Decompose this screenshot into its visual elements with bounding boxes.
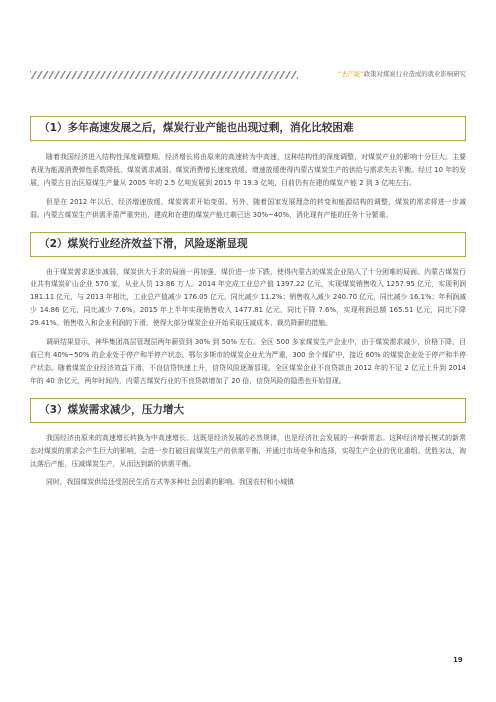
section-heading-3: （3）煤炭需求减少，压力增大 bbox=[30, 398, 466, 423]
page-content bbox=[30, 116, 466, 489]
running-title-accent: “去产能” bbox=[337, 70, 364, 78]
section-heading-2: （2）煤炭行业经济效益下滑，风险逐渐显现 bbox=[30, 232, 466, 257]
paragraph: 调研结果显示，神华集团高层管理层两年薪资到 30% 到 50% 左右。全区 500 多家煤炭生产企业中，由于煤炭需求减少，价格下降，目前已有 40%~50% 的企业处于停产和半停产状态。鄂尔多斯市的煤炭企业尤为严重，300 余个煤矿中，接近 60% 的煤炭企业处于停产和半停产状态。随着煤炭企业经济效益下滑，不良信贷快速上升，信贷风险逐渐显现。全区煤炭企业不良贷款由 2012 年的不足 2 亿元上升到 2014 年的 40 余亿元，两年时间内，内蒙古煤炭行业的不良贷款增加了 20 倍，信贷风险的隐患也开始显现。 bbox=[30, 338, 466, 385]
running-title-text: 政策对煤炭行业造成的就业影响研究 bbox=[363, 70, 466, 78]
paragraph: 同时，我国煤炭供给还受居民生活方式等多种社会因素的影响。我国农村和小城镇 bbox=[46, 478, 295, 487]
section-heading-1: （1）多年高速发展之后，煤炭行业产能也出现过剩，消化比较困难 bbox=[30, 116, 466, 141]
page-number: 19 bbox=[453, 656, 463, 664]
paragraph: 由于煤炭需求逐步减弱，煤炭供大于求的局面一再加强，煤价进一步下跌，使得内蒙古的煤炭企业陷入了十分困难的局面。内蒙古煤炭行业共有煤炭矿山企业 570 家，从业人员 13.86 万人。2014 年完成工业总产值 1397.22 亿元，实现煤炭销售收入 1257.95 亿元，实现利润 181.11 亿元，与 2013 年相比，工业总产值减少 176.05 亿元，同比减少 11.2%；销售收入减少 240.70 亿元，同比减少 16.1%；年利润减少 14.86 亿元，同比减少 7.6%。2015 年上半年实现销售收入 1477.81 亿元，同比下降 7.6%，实现利润总额 165.51 亿元，同比下降 29.41%。销售收入和企业利润的下滑，使得大部分煤炭企业开始采取压减成本、裁员降薪的措施。 bbox=[30, 267, 466, 328]
decorative-stripe-band bbox=[30, 71, 298, 79]
paragraph: 我国经济由原来的高速增长转换为中高速增长，这既是经济发展的必然规律，也是经济社会发展的一种新常态。这种经济增长模式的新常态对煤炭的需求会产生巨大的影响，会进一步打破目前煤炭生产的供需平衡，并通过市场竞争和选择，实现生产企业的优化重组、优胜劣汰，淘汰落后产能，压减煤炭生产，从而达到新的供需平衡。 bbox=[30, 433, 466, 468]
running-header bbox=[30, 66, 466, 86]
running-title bbox=[338, 69, 466, 78]
paragraph: 但是在 2012 年以后，经济增速放缓，煤炭需求开始变弱。另外，随着国家发展理念的转变和能源结构的调整，煤炭的需求将进一步减弱。内蒙古煤炭生产供需矛盾严重突出，建成和在建的煤炭产能过剩已达 30%~40%，消化现有产能的任务十分繁重。 bbox=[30, 197, 466, 219]
paragraph: 随着我国经济进入结构性深度调整期，经济增长将由原来的高速转为中高速，这种结构性的深度调整，对煤炭产业的影响十分巨大。主要表现为能源消费弹性系数降低、煤炭需求减弱、煤炭消费增长速度放缓。增速放缓使得内蒙古煤炭生产的供给与需求失去平衡。经过 10 年的发展，内蒙古自治区原煤生产量从 2005 年的 2.5 亿吨发展到 2015 年 19.3 亿吨，目前仍有在建的煤炭产能 2 到 3 亿吨左右。 bbox=[30, 153, 466, 187]
